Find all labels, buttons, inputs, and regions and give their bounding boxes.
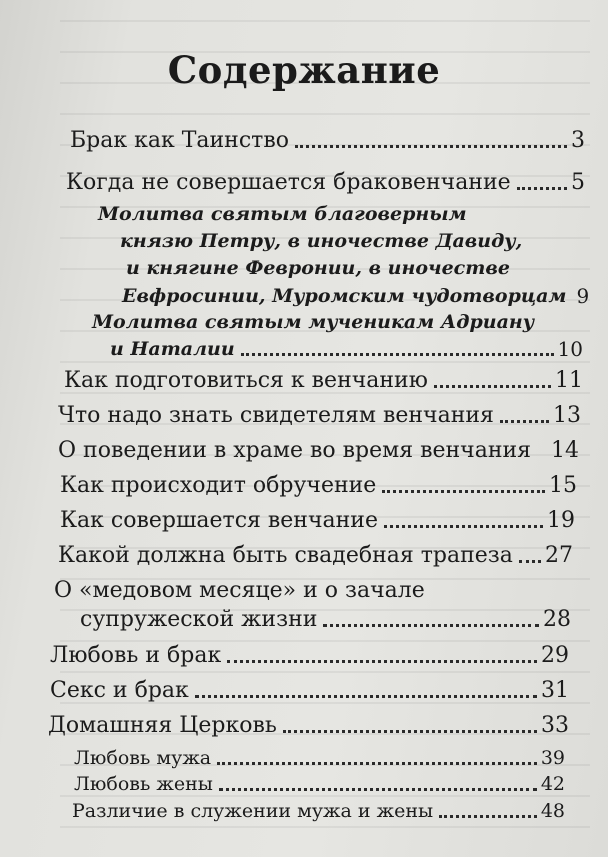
- leader-dots: [217, 762, 537, 765]
- toc-entry-page: 13: [553, 403, 581, 428]
- toc-entry-title: Различие в служении мужа и жены: [72, 800, 434, 822]
- leader-dots: [384, 525, 543, 528]
- toc-entry[interactable]: [58, 403, 581, 428]
- toc-entry-title: Любовь жены: [74, 773, 213, 795]
- toc-entry[interactable]: [48, 713, 569, 738]
- toc-subentry[interactable]: [72, 801, 565, 823]
- toc-entry-title: О поведении в храме во время венчания: [58, 438, 532, 463]
- toc-entry[interactable]: [122, 284, 590, 308]
- toc-entry-page: 19: [547, 508, 575, 533]
- toc-entry-page: 29: [541, 643, 569, 668]
- toc-entry-title-line: Молитва святым благоверным: [98, 203, 467, 225]
- toc-entry-page: 9: [576, 284, 590, 308]
- toc-entry[interactable]: [70, 128, 585, 153]
- leader-dots: [517, 187, 567, 190]
- leader-dots: [227, 660, 537, 663]
- toc-entry-title: Любовь мужа: [74, 747, 212, 769]
- toc-entry-title-line: и княгине Февронии, в иночестве: [126, 257, 510, 279]
- leader-dots: [434, 385, 551, 388]
- toc-subentry[interactable]: [74, 774, 565, 796]
- toc-entry-page: 28: [543, 607, 571, 632]
- toc-entry-page: 3: [571, 128, 585, 153]
- toc-subentry[interactable]: [74, 748, 565, 770]
- toc-entry-title: Секс и брак: [50, 678, 189, 703]
- toc-entry[interactable]: [60, 508, 575, 533]
- toc-entry-page: 39: [540, 747, 565, 769]
- toc-entry-title-line: князю Петру, в иночестве Давиду,: [120, 230, 523, 252]
- toc-entry-page: 5: [571, 170, 585, 195]
- toc-entry-page: 27: [545, 543, 573, 568]
- page-title: Содержание: [167, 48, 441, 92]
- toc-entry-title: Как совершается венчание: [60, 508, 378, 533]
- toc-entry-title: Как подготовиться к венчанию: [64, 368, 428, 393]
- toc-entry-title: Любовь и брак: [50, 643, 222, 668]
- toc-entry[interactable]: [58, 543, 573, 568]
- toc-entry-page: 15: [549, 473, 577, 498]
- leader-dots: [195, 695, 537, 698]
- toc-entry[interactable]: [80, 607, 571, 632]
- toc-entry[interactable]: [50, 678, 569, 703]
- toc-entry[interactable]: [58, 438, 579, 463]
- leader-dots: [382, 490, 545, 493]
- toc-entry-title: Какой должна быть свадебная трапеза: [58, 543, 513, 568]
- toc-entry-title: Домашняя Церковь: [48, 713, 277, 738]
- leader-dots: [283, 730, 537, 733]
- toc-entry-page: 10: [557, 337, 583, 361]
- toc-entry-page: 31: [541, 678, 569, 703]
- toc-entry-page: 48: [540, 800, 565, 822]
- leader-dots: [519, 560, 541, 563]
- toc-entry-page: 14: [551, 438, 579, 463]
- toc-entry-page: 11: [555, 368, 583, 393]
- toc-entry-title: Как происходит обручение: [60, 473, 377, 498]
- leader-dots: [439, 815, 537, 818]
- toc-entry[interactable]: [50, 643, 569, 668]
- leader-dots: [500, 420, 549, 423]
- toc-entry-title: Что надо знать свидетелям венчания: [58, 403, 494, 428]
- toc-entry[interactable]: [66, 170, 585, 195]
- toc-entry-title: Брак как Таинство: [70, 128, 289, 153]
- toc-entry-title: Когда не совершается браковенчание: [66, 170, 511, 195]
- toc-entry[interactable]: [64, 368, 583, 393]
- leader-dots: [295, 145, 567, 148]
- toc-entry-title-line: Евфросинии, Муромским чудотворцам: [122, 285, 567, 308]
- toc-entry-title-line: Молитва святым мученикам Адриану: [92, 311, 535, 333]
- toc-entry-page: 42: [540, 773, 565, 795]
- toc-entry-page: 33: [541, 713, 569, 738]
- leader-dots: [219, 788, 537, 791]
- toc-entry-title-line: и Наталии: [110, 338, 235, 361]
- toc-entry-title-line: О «медовом месяце» и о зачале: [54, 578, 425, 603]
- leader-dots: [241, 353, 554, 356]
- leader-dots: [323, 624, 539, 627]
- toc-entry[interactable]: [60, 473, 577, 498]
- toc-entry-title-line: супружеской жизни: [80, 607, 318, 632]
- toc-entry[interactable]: [110, 338, 583, 361]
